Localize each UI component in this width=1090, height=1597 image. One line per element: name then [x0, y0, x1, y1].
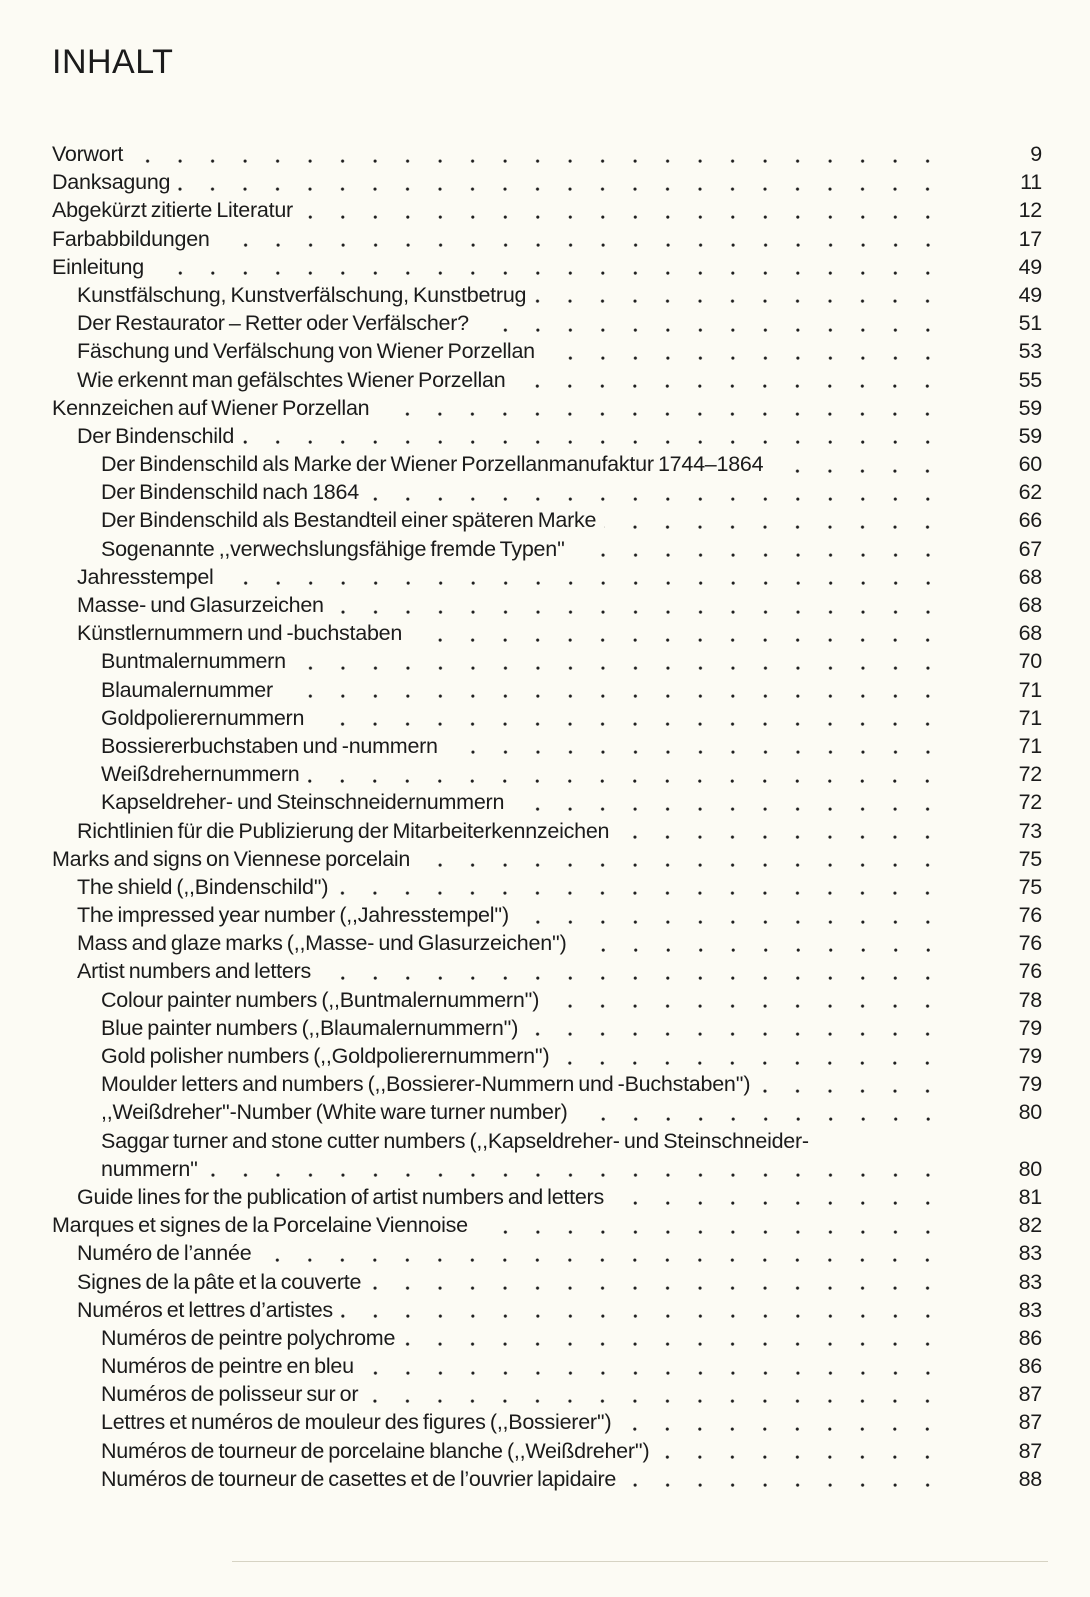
toc-entry-label: Abgekürzt zitierte Literatur — [52, 198, 293, 223]
toc-leader-dots — [301, 196, 946, 224]
toc-page-number: 87 — [1018, 1410, 1042, 1435]
toc-entry-label: Artist numbers and letters — [77, 959, 311, 984]
toc-entry-label: Saggar turner and stone cutter numbers (,,Kapseldreher- und Steinschneider- — [101, 1128, 809, 1153]
toc-entry-label: Goldpolierernummern — [101, 705, 305, 730]
toc-row — [52, 619, 1042, 647]
toc-row — [52, 506, 1042, 534]
toc-page-number: 72 — [1018, 762, 1042, 787]
toc-leader-dots — [534, 281, 946, 309]
toc-entry-label: Der Restaurator – Retter oder Verfälscher? — [77, 311, 469, 336]
toc-page-number: 75 — [1018, 846, 1042, 871]
toc-entry-label: Farbabbildungen — [52, 226, 210, 251]
toc-page-number: 83 — [1018, 1297, 1042, 1322]
toc-leader-dots — [477, 309, 946, 337]
toc-page-number: 86 — [1018, 1354, 1042, 1379]
toc-page-number: 9 — [1030, 142, 1042, 166]
toc-page-number: 81 — [1018, 1184, 1042, 1209]
toc-entry-label: Einleitung — [52, 254, 144, 279]
toc-page-number: 88 — [1018, 1466, 1042, 1491]
toc-row — [52, 1239, 1042, 1267]
toc-leader-dots — [307, 760, 946, 788]
toc-entry-label: Der Bindenschild — [77, 423, 235, 448]
toc-entry-label: Numéros de peintre polychrome — [101, 1325, 396, 1350]
toc-leader-dots — [513, 366, 946, 394]
toc-entry-label: Kunstfälschung, Kunstverfälschung, Kunstbetrug — [77, 282, 527, 307]
toc-row — [52, 1211, 1042, 1239]
toc-leader-dots — [619, 1408, 946, 1436]
toc-entry-label: Kennzeichen auf Wiener Porzellan — [52, 395, 370, 420]
toc-row — [52, 1127, 1042, 1155]
toc-leader-dots — [259, 1239, 946, 1267]
toc-page-number: 49 — [1018, 282, 1042, 307]
toc-row — [52, 394, 1042, 422]
toc-page-number — [972, 1127, 1042, 1155]
page-title: INHALT — [52, 43, 174, 81]
toc-page-number: 75 — [1018, 874, 1042, 899]
toc-entry-label: Der Bindenschild als Marke der Wiener Porzellanmanufaktur 1744–1864 — [101, 452, 764, 477]
toc-row — [52, 1268, 1042, 1296]
toc-leader-dots — [377, 394, 946, 422]
toc-page-number: 79 — [1018, 1015, 1042, 1040]
toc-entry-label: Sogenannte ,,verwechslungsfähige fremde Typen'' — [101, 536, 565, 561]
toc-page-number: 60 — [1018, 452, 1042, 477]
toc-page-number: 82 — [1018, 1213, 1042, 1238]
toc-row — [52, 647, 1042, 675]
toc-row — [52, 1380, 1042, 1408]
toc-leader-dots — [517, 901, 946, 929]
toc-entry-label: Numéro de l’année — [77, 1241, 252, 1266]
toc-row — [52, 1465, 1042, 1493]
toc-row — [52, 1408, 1042, 1436]
toc-row — [52, 1437, 1042, 1465]
toc-entry-label: Weißdrehernummern — [101, 762, 300, 787]
toc-row — [52, 1042, 1042, 1070]
toc-page-number: 86 — [1018, 1325, 1042, 1350]
toc-leader-dots — [612, 1183, 946, 1211]
toc-page-number: 76 — [1018, 931, 1042, 956]
toc-leader-dots — [512, 788, 946, 816]
toc-page-number: 17 — [1018, 226, 1042, 251]
toc-entry-label: Guide lines for the publication of artist numbers and letters — [77, 1184, 604, 1209]
toc-leader-dots — [366, 1380, 946, 1408]
toc-page-number: 78 — [1018, 987, 1042, 1012]
toc-entry-label: Colour painter numbers (,,Buntmalernummern'') — [101, 987, 540, 1012]
toc-entry-label: Numéros de tourneur de porcelaine blanche (,,Weißdreher'') — [101, 1438, 650, 1463]
toc-entry-label: Mass and glaze marks (,,Masse- und Glasurzeichen'') — [77, 931, 567, 956]
toc-leader-dots — [418, 845, 946, 873]
toc-page-number: 71 — [1018, 677, 1042, 702]
toc-entry-label: The shield (,,Bindenschild'') — [77, 874, 329, 899]
toc-entry-label: The impressed year number (,,Jahresstempel'') — [77, 903, 509, 928]
toc-leader-dots — [341, 1296, 946, 1324]
toc-leader-dots — [617, 817, 946, 845]
toc-entry-label: Blaumalernummer — [101, 677, 273, 702]
toc-row — [52, 1324, 1042, 1352]
toc-entry-label: Numéros et lettres d’artistes — [77, 1297, 333, 1322]
toc-page-number: 55 — [1018, 367, 1042, 392]
toc-row — [52, 1014, 1042, 1042]
toc-row — [52, 732, 1042, 760]
book-page — [52, 0, 1042, 1493]
toc-row — [52, 704, 1042, 732]
toc-entry-label: Numéros de tourneur de casettes et de l’ouvrier lapidaire — [101, 1466, 617, 1491]
toc-entry-label: Jahresstempel — [77, 564, 214, 589]
toc-page-number: 83 — [1018, 1241, 1042, 1266]
toc-leader-dots — [178, 168, 946, 196]
toc-row — [52, 845, 1042, 873]
toc-page-number: 66 — [1018, 508, 1042, 533]
toc-entry-label: Numéros de peintre en bleu — [101, 1354, 354, 1379]
toc-row — [52, 957, 1042, 985]
toc-row — [52, 225, 1042, 253]
toc-row — [52, 168, 1042, 196]
toc-row — [52, 366, 1042, 394]
toc-entry-label: Der Bindenschild nach 1864 — [101, 480, 359, 505]
toc-list — [52, 140, 1042, 1493]
toc-page-number: 49 — [1018, 254, 1042, 279]
toc-row — [52, 873, 1042, 901]
toc-row — [52, 1155, 1042, 1183]
toc-page-number: 71 — [1018, 733, 1042, 758]
toc-leader-dots — [222, 563, 946, 591]
toc-leader-dots — [242, 422, 946, 450]
toc-page-number: 59 — [1018, 423, 1042, 448]
toc-row — [52, 676, 1042, 704]
toc-row — [52, 1352, 1042, 1380]
toc-entry-label: Marques et signes de la Porcelaine Viennoise — [52, 1213, 468, 1238]
toc-leader-dots — [152, 253, 946, 281]
toc-row — [52, 1070, 1042, 1098]
toc-row — [52, 901, 1042, 929]
toc-leader-dots — [403, 1324, 946, 1352]
toc-leader-dots — [771, 450, 946, 478]
toc-leader-dots — [218, 225, 946, 253]
toc-leader-dots — [575, 929, 946, 957]
toc-row — [52, 450, 1042, 478]
toc-leader-dots — [206, 1155, 946, 1183]
toc-leader-dots — [657, 1437, 946, 1465]
toc-page-number: 71 — [1018, 705, 1042, 730]
toc-leader-dots — [604, 506, 946, 534]
toc-entry-label: Gold polisher numbers (,,Goldpolierernummern'') — [101, 1044, 550, 1068]
toc-page-number: 72 — [1018, 790, 1042, 815]
toc-leader-dots — [476, 1211, 946, 1239]
toc-entry-label: nummern'' — [101, 1156, 198, 1181]
toc-entry-label: Signes de la pâte et la couverte — [77, 1269, 362, 1294]
toc-row — [52, 253, 1042, 281]
toc-page-number: 80 — [1018, 1156, 1042, 1181]
toc-entry-label: Der Bindenschild als Bestandteil einer späteren Marke — [101, 508, 597, 533]
toc-row — [52, 817, 1042, 845]
toc-leader-dots — [336, 873, 946, 901]
toc-page-number: 59 — [1018, 395, 1042, 420]
toc-leader-dots — [294, 647, 946, 675]
toc-entry-label: ,,Weißdreher''-Number (White ware turner number) — [101, 1100, 568, 1125]
toc-entry-label: Wie erkennt man gefälschtes Wiener Porzellan — [77, 367, 506, 392]
toc-row — [52, 563, 1042, 591]
toc-row — [52, 760, 1042, 788]
toc-leader-dots — [817, 1127, 946, 1155]
toc-page-number: 76 — [1018, 903, 1042, 928]
toc-row — [52, 929, 1042, 957]
toc-page-number: 12 — [1018, 198, 1042, 223]
toc-row — [52, 281, 1042, 309]
toc-page-number: 73 — [1018, 818, 1042, 843]
toc-leader-dots — [367, 478, 946, 506]
toc-page-number: 68 — [1018, 564, 1042, 589]
toc-leader-dots — [557, 1042, 946, 1070]
toc-row — [52, 337, 1042, 365]
toc-page-number: 79 — [1018, 1072, 1042, 1097]
page-bottom-scan-line — [232, 1561, 1048, 1562]
toc-page-number: 53 — [1018, 339, 1042, 364]
toc-page-number: 87 — [1018, 1438, 1042, 1463]
toc-leader-dots — [573, 535, 946, 563]
toc-entry-label: Marks and signs on Viennese porcelain — [52, 846, 411, 871]
toc-leader-dots — [369, 1268, 946, 1296]
toc-leader-dots — [547, 986, 946, 1014]
toc-leader-dots — [758, 1070, 946, 1098]
toc-entry-label: Lettres et numéros de mouleur des figures (,,Bossierer'') — [101, 1410, 612, 1435]
toc-page-number: 67 — [1018, 536, 1042, 561]
toc-leader-dots — [543, 337, 946, 365]
toc-leader-dots — [319, 957, 946, 985]
toc-entry-label: Buntmalernummern — [101, 649, 286, 674]
toc-page-number: 80 — [1018, 1100, 1042, 1125]
toc-entry-label: Vorwort — [52, 142, 124, 166]
toc-row — [52, 535, 1042, 563]
toc-page-number: 76 — [1018, 959, 1042, 984]
toc-page-number: 68 — [1018, 621, 1042, 646]
toc-leader-dots — [526, 1014, 946, 1042]
toc-entry-label: Danksagung — [52, 170, 171, 195]
toc-leader-dots — [332, 591, 946, 619]
toc-entry-label: Künstlernummern und -buchstaben — [77, 621, 403, 646]
toc-leader-dots — [312, 704, 946, 732]
toc-row — [52, 309, 1042, 337]
toc-row — [52, 140, 1042, 168]
toc-row — [52, 986, 1042, 1014]
toc-entry-label: Moulder letters and numbers (,,Bossierer-Nummern und -Buchstaben'') — [101, 1072, 751, 1097]
toc-page-number: 68 — [1018, 593, 1042, 617]
toc-entry-label: Masse- und Glasurzeichen — [77, 593, 324, 617]
toc-entry-label: Numéros de polisseur sur or — [101, 1382, 359, 1407]
toc-leader-dots — [281, 676, 946, 704]
toc-entry-label: Fäschung und Verfälschung von Wiener Porzellan — [77, 339, 535, 364]
toc-entry-label: Kapseldreher- und Steinschneidernummern — [101, 790, 505, 815]
toc-row — [52, 1296, 1042, 1324]
toc-entry-label: Bossiererbuchstaben und -nummern — [101, 733, 438, 758]
toc-row — [52, 1183, 1042, 1211]
toc-entry-label: Richtlinien für die Publizierung der Mitarbeiterkennzeichen — [77, 818, 610, 843]
toc-page-number: 87 — [1018, 1382, 1042, 1407]
toc-page-number: 79 — [1018, 1044, 1042, 1068]
toc-page-number: 51 — [1018, 311, 1042, 336]
toc-leader-dots — [131, 140, 946, 168]
toc-leader-dots — [410, 619, 946, 647]
toc-page-number: 83 — [1018, 1269, 1042, 1294]
toc-leader-dots — [624, 1465, 946, 1493]
toc-row — [52, 422, 1042, 450]
toc-row — [52, 1098, 1042, 1126]
toc-page-number: 62 — [1018, 480, 1042, 505]
toc-row — [52, 591, 1042, 619]
toc-entry-label: Blue painter numbers (,,Blaumalernummern'') — [101, 1015, 519, 1040]
toc-leader-dots — [576, 1098, 946, 1126]
toc-leader-dots — [446, 732, 946, 760]
toc-page-number: 70 — [1018, 649, 1042, 674]
toc-row — [52, 788, 1042, 816]
toc-page-number: 11 — [1020, 170, 1042, 195]
toc-row — [52, 196, 1042, 224]
toc-leader-dots — [362, 1352, 946, 1380]
toc-row — [52, 478, 1042, 506]
